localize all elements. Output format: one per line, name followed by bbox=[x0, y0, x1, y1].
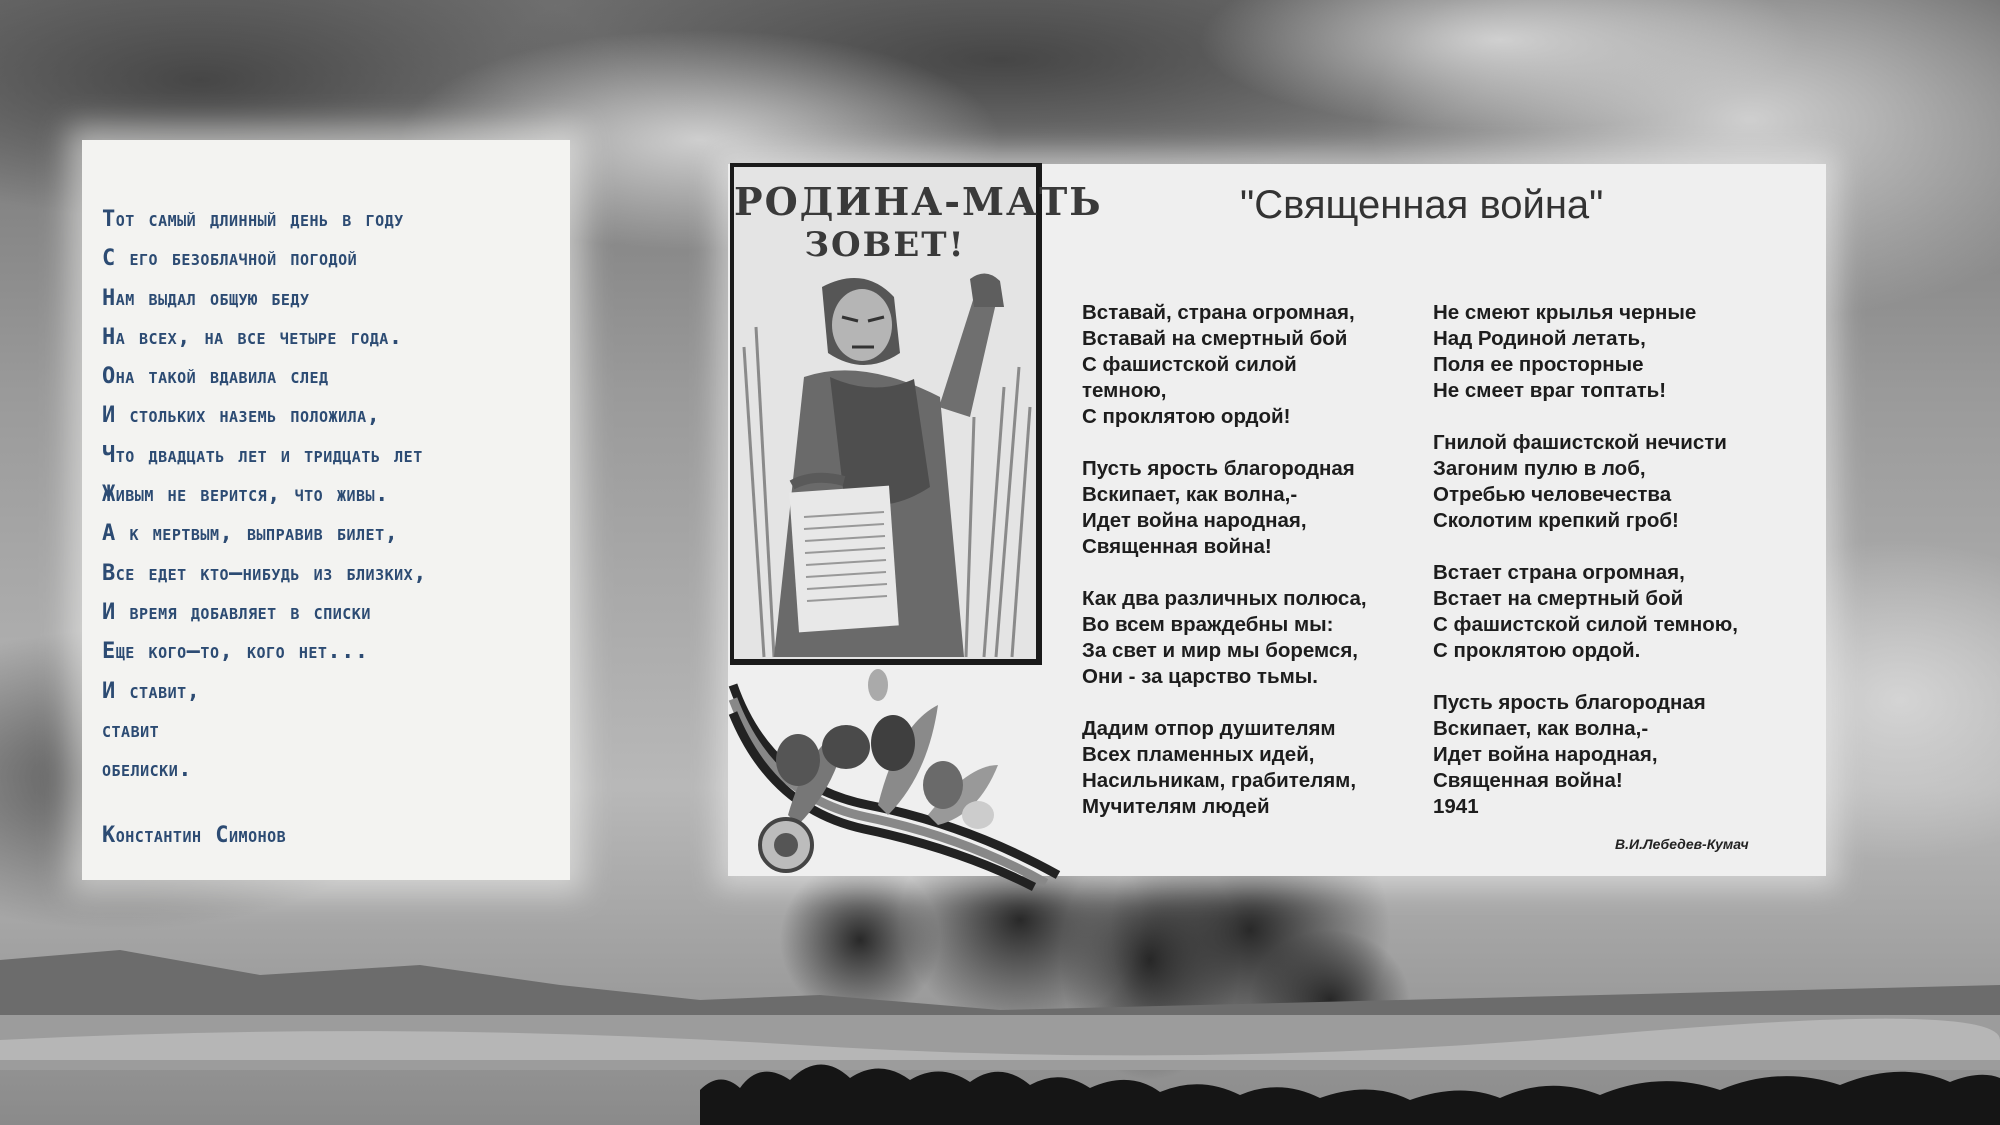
poem-line: Еще кого–то, кого нет... bbox=[102, 639, 369, 665]
motherland-figure-illustration bbox=[734, 267, 1036, 657]
motherland-poster bbox=[730, 163, 1103, 665]
poem-line: С проклятою ордой. bbox=[1433, 639, 1641, 662]
stanza-gap bbox=[1082, 690, 1367, 716]
poem-line: Отребью человечества bbox=[1433, 483, 1672, 506]
poem-line: Нам выдал общую беду bbox=[102, 285, 310, 311]
poem-line: Встает на смертный бой bbox=[1433, 587, 1684, 610]
poem-line: Поля ее просторные bbox=[1433, 353, 1644, 376]
poem-line: С проклятою ордой! bbox=[1082, 405, 1291, 428]
poem-line: Все едет кто–нибудь из близких, bbox=[102, 560, 427, 586]
poem-line: И ставит, bbox=[102, 678, 201, 704]
poem-line: Насильникам, грабителям, bbox=[1082, 769, 1357, 792]
sacred-war-title: "Священная война" bbox=[1240, 183, 1604, 227]
poem-line: Пусть ярость благородная bbox=[1433, 691, 1706, 714]
ribbon-flowers-decoration bbox=[728, 665, 1068, 885]
stanza-gap bbox=[1082, 560, 1367, 586]
stanza-gap bbox=[1433, 664, 1738, 690]
poem-line: С фашистской силой темною, bbox=[1433, 613, 1738, 636]
poem-line: Священная война! bbox=[1082, 535, 1272, 558]
poem-line: Мучителям людей bbox=[1082, 795, 1270, 818]
stanza-gap bbox=[1082, 430, 1367, 456]
poem-line: А к мертвым, выправив билет, bbox=[102, 521, 399, 547]
poem-line: С фашистской силой bbox=[1082, 353, 1297, 376]
poem-line: На всех, на все четыре года. bbox=[102, 324, 403, 350]
poem-line: Загоним пулю в лоб, bbox=[1433, 457, 1646, 480]
stanza-gap bbox=[1433, 404, 1738, 430]
poem-line: Живым не верится, что живы. bbox=[102, 482, 389, 508]
sacred-war-author: В.И.Лебедев-Кумач bbox=[1615, 836, 1749, 852]
poem-line: Вставай на смертный бой bbox=[1082, 327, 1348, 350]
poem-line: Как два различных полюса, bbox=[1082, 587, 1367, 610]
poem-line: Дадим отпор душителям bbox=[1082, 717, 1336, 740]
poem-line: Она такой вдавила след bbox=[102, 364, 329, 390]
poem-line: Идет война народная, bbox=[1433, 743, 1658, 766]
simonov-poem-card bbox=[82, 140, 570, 880]
poem-line: Не смеют крылья черные bbox=[1433, 301, 1697, 324]
poem-line: Сколотим крепкий гроб! bbox=[1433, 509, 1679, 532]
poem-line: Они - за царство тьмы. bbox=[1082, 665, 1318, 688]
poem-line: Во всем враждебны мы: bbox=[1082, 613, 1334, 636]
poem-line: ставит bbox=[102, 717, 160, 743]
poem-line: Что двадцать лет и тридцать лет bbox=[102, 442, 423, 468]
poem-line: Священная война! bbox=[1433, 769, 1623, 792]
poem-line: Над Родиной летать, bbox=[1433, 327, 1646, 350]
poem-line: обелиски. bbox=[102, 757, 192, 783]
poem-line: Не смеет враг топтать! bbox=[1433, 379, 1667, 402]
simonov-author: Константин Симонов bbox=[102, 823, 287, 848]
sacred-war-column-2 bbox=[1433, 300, 1738, 820]
poem-year: 1941 bbox=[1433, 795, 1479, 818]
stanza-gap bbox=[1433, 534, 1738, 560]
poem-line: Гнилой фашистской нечисти bbox=[1433, 431, 1727, 454]
poster-title-line2: ЗОВЕТ! bbox=[804, 225, 966, 265]
poster-title-line1: РОДИНА-МАТЬ bbox=[734, 179, 1103, 224]
poem-line: И стольких наземь положила, bbox=[102, 403, 381, 429]
poem-line: Вскипает, как волна,- bbox=[1433, 717, 1649, 740]
poem-line: Встает страна огромная, bbox=[1433, 561, 1685, 584]
poem-line: Вставай, страна огромная, bbox=[1082, 301, 1355, 324]
poem-line: темною, bbox=[1082, 379, 1167, 402]
poem-line: Идет война народная, bbox=[1082, 509, 1307, 532]
poem-line: И время добавляет в списки bbox=[102, 599, 371, 625]
poem-line: С его безоблачной погодой bbox=[102, 246, 358, 272]
sacred-war-column-1 bbox=[1082, 300, 1367, 820]
poem-line: Пусть ярость благородная bbox=[1082, 457, 1355, 480]
simonov-poem-lines bbox=[102, 200, 427, 789]
poem-line: За свет и мир мы боремся, bbox=[1082, 639, 1358, 662]
poem-line: Всех пламенных идей, bbox=[1082, 743, 1315, 766]
poem-line: Тот самый длинный день в году bbox=[102, 207, 404, 232]
poem-line: Вскипает, как волна,- bbox=[1082, 483, 1298, 506]
